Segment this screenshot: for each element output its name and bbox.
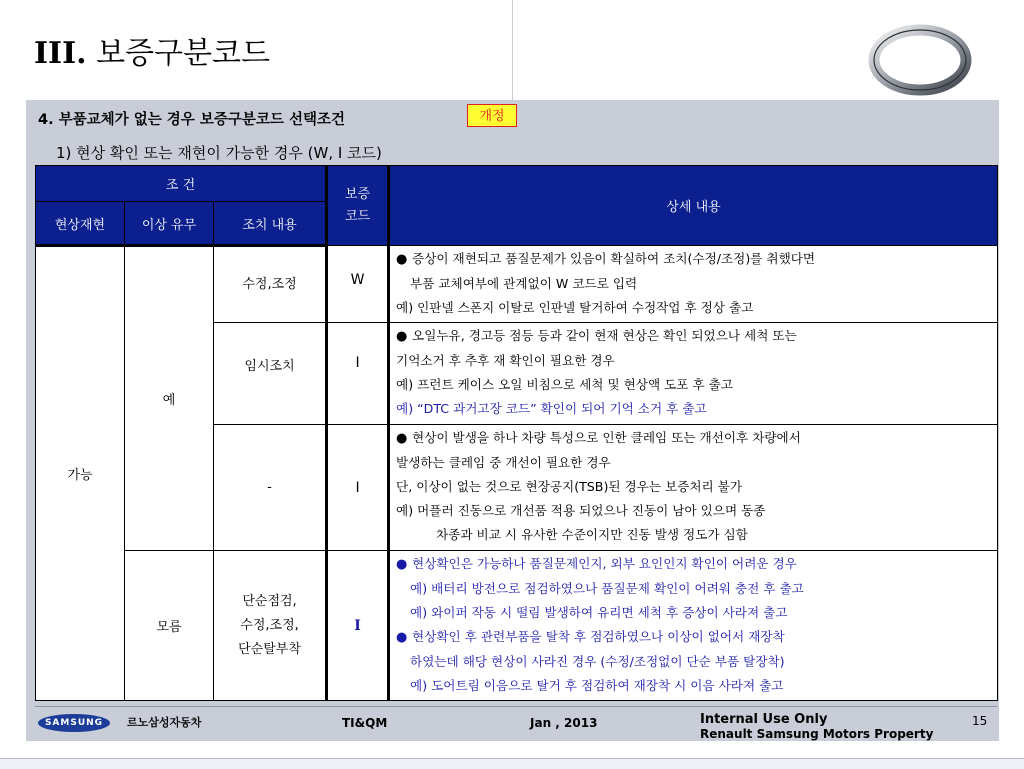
header-code: 보증 코드 bbox=[327, 166, 389, 246]
title-text: 보증구분코드 bbox=[96, 36, 270, 71]
department: TI&QM bbox=[342, 716, 388, 730]
cell-action bbox=[214, 551, 327, 701]
action-line: 수정,조정, bbox=[240, 617, 299, 633]
cell-action: - bbox=[214, 425, 327, 551]
internal-use-label: Internal Use Only bbox=[700, 712, 828, 727]
cell-action: 수정,조정 bbox=[214, 246, 327, 323]
bullet-icon: ● bbox=[396, 557, 408, 572]
renault-samsung-logo-icon bbox=[868, 20, 972, 100]
detail-line: 예) 프런트 케이스 오일 비침으로 세척 및 현상액 도포 후 출고 bbox=[396, 377, 733, 392]
header-detail: 상세 내용 bbox=[389, 166, 998, 246]
detail-line: 단, 이상이 없는 것으로 현장공지(TSB)된 경우는 보증처리 불가 bbox=[396, 479, 743, 494]
cell-reproduce-possible: 가능 bbox=[36, 246, 125, 701]
page-number: 15 bbox=[972, 714, 988, 728]
cell-detail bbox=[389, 323, 998, 425]
detail-line: 발생하는 클레임 중 개선이 필요한 경우 bbox=[396, 455, 611, 470]
detail-line: ● 현상확인은 가능하나 품질문제인지, 외부 요인인지 확인이 어려운 경우 bbox=[396, 552, 993, 577]
detail-line: 예) 와이퍼 작동 시 떨림 발생하여 유리면 세척 후 증상이 사라져 출고 bbox=[410, 605, 788, 620]
detail-line: ● 오일누유, 경고등 점등 등과 같이 현재 현상은 확인 되었으나 세척 또는 bbox=[396, 324, 993, 349]
detail-line: ● 증상이 재현되고 품질문제가 있음이 확실하여 조치(수정/조정)를 취했다면 bbox=[396, 247, 993, 272]
detail-line: 예) “DTC 과거고장 코드” 확인이 되어 기억 소거 후 출고 bbox=[396, 401, 707, 416]
property-label: Renault Samsung Motors Property bbox=[700, 727, 934, 741]
sub-title: 1) 현상 확인 또는 재현이 가능한 경우 (W, I 코드) bbox=[56, 144, 382, 162]
detail-line: 차종과 비교 시 유사한 수준이지만 진동 발생 정도가 심함 bbox=[436, 527, 748, 542]
detail-line: 부품 교체여부에 관계없이 W 코드로 입력 bbox=[410, 276, 638, 291]
title-number: III. bbox=[34, 36, 87, 71]
header-condition: 조 건 bbox=[36, 166, 327, 202]
cell-code: I bbox=[327, 551, 389, 701]
action-line: 단순탈부착 bbox=[238, 641, 301, 657]
detail-line: 예) 배터리 방전으로 점검하였으나 품질문제 확인이 어려워 충전 후 출고 bbox=[410, 581, 804, 596]
revision-badge: 개정 bbox=[467, 104, 517, 127]
header-abnormal: 이상 유무 bbox=[125, 202, 214, 246]
bullet-icon: ● bbox=[396, 630, 408, 645]
detail-line: ● 현상확인 후 관련부품을 탈착 후 점검하였으나 이상이 없어서 재장착 bbox=[396, 625, 993, 650]
cell-code: W bbox=[327, 246, 389, 323]
bullet-icon: ● bbox=[396, 431, 408, 446]
page-title bbox=[34, 34, 270, 74]
detail-line: 기억소거 후 추후 재 확인이 필요한 경우 bbox=[396, 353, 615, 368]
detail-line: 예) 인판넬 스폰지 이탈로 인판넬 탈거하여 수정작업 후 정상 출고 bbox=[396, 300, 754, 315]
date: Jan , 2013 bbox=[530, 716, 598, 730]
detail-line: 하였는데 해당 현상이 사라진 경우 (수정/조정없이 단순 부품 탈장착) bbox=[410, 654, 785, 669]
header-phenomenon: 현상재현 bbox=[36, 202, 125, 246]
header-action: 조치 내용 bbox=[214, 202, 327, 246]
cell-action: 임시조치 bbox=[214, 323, 327, 425]
cell-abnormal-yes: 예 bbox=[125, 246, 214, 551]
cell-code: I bbox=[327, 323, 389, 425]
title-area bbox=[0, 0, 513, 100]
detail-line: ● 현상이 발생을 하나 차량 특성으로 인한 클레임 또는 개선이후 차량에서 bbox=[396, 426, 993, 451]
detail-line: 예) 도어트림 이음으로 탈거 후 점검하여 재장착 시 이음 사라져 출고 bbox=[410, 678, 784, 693]
cell-detail bbox=[389, 246, 998, 323]
samsung-logo: SAMSUNG bbox=[38, 714, 110, 732]
cell-detail bbox=[389, 551, 998, 701]
warranty-code-table bbox=[35, 165, 998, 701]
company-name: 르노삼성자동차 bbox=[127, 716, 202, 729]
action-line: 단순점검, bbox=[242, 593, 297, 609]
bottom-strip bbox=[0, 758, 1024, 769]
detail-line: 예) 머플러 진동으로 개선품 적용 되었으나 진동이 남아 있으며 동종 bbox=[396, 503, 766, 518]
footer-divider bbox=[35, 706, 997, 707]
bullet-icon: ● bbox=[396, 329, 408, 344]
cell-code: I bbox=[327, 425, 389, 551]
cell-detail bbox=[389, 425, 998, 551]
cell-abnormal-unknown: 모름 bbox=[125, 551, 214, 701]
section-title: 4. 부품교체가 없는 경우 보증구분코드 선택조건 bbox=[38, 112, 345, 128]
bullet-icon: ● bbox=[396, 252, 408, 267]
